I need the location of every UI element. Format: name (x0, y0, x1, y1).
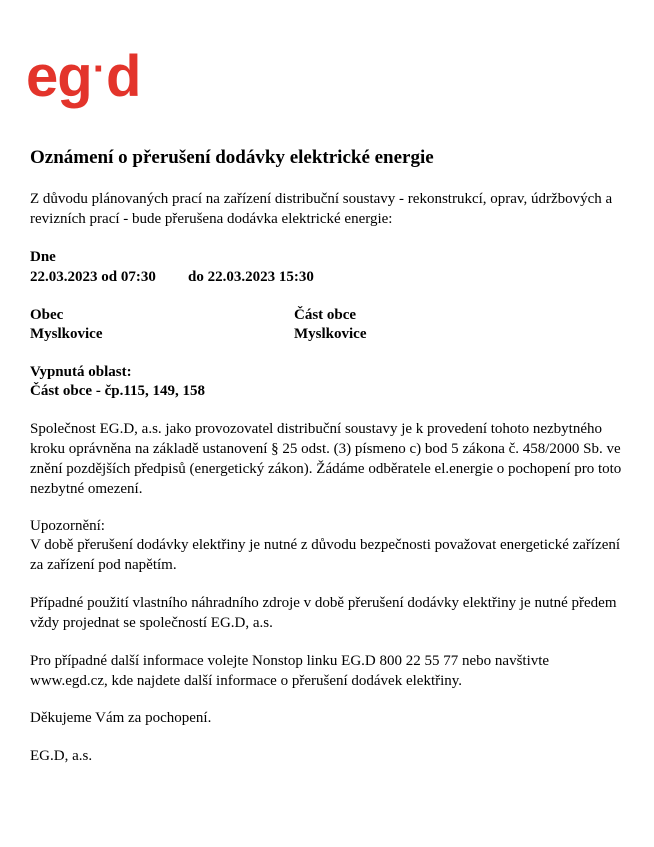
warning-label: Upozornění: (30, 518, 105, 534)
obec-value: Myslkovice (30, 326, 103, 342)
page-title: Oznámení o přerušení dodávky elektrické energie (30, 147, 434, 168)
area-value: Část obce - čp.115, 149, 158 (30, 383, 205, 399)
egd-logo (26, 44, 141, 109)
signature: EG.D, a.s. (30, 748, 93, 764)
cast-obce-label: Část obce (294, 307, 357, 323)
logo-dot: · (92, 47, 106, 91)
date-label: Dne (30, 249, 56, 265)
warning-text: V době přerušení dodávky elektřiny je nutné z důvodu bezpečnosti považovat energetické zařízení za zařízení pod napětím. (30, 537, 621, 573)
logo-left: eg (26, 44, 92, 109)
generator-paragraph: Případné použití vlastního náhradního zdroje v době přerušení dodávky elektřiny je nutné předem vždy projednat se společností EG.D, a.s. (30, 595, 617, 631)
obec-label: Obec (30, 307, 64, 323)
date-to: do 22.03.2023 15:30 (188, 269, 314, 285)
thanks-line: Děkujeme Vám za pochopení. (30, 710, 212, 726)
date-from: 22.03.2023 od 07:30 (30, 269, 156, 285)
cast-obce-value: Myslkovice (294, 326, 367, 342)
logo-right: d (106, 44, 141, 109)
intro-paragraph: Z důvodu plánovaných prací na zařízení distribuční soustavy - rekonstrukcí, oprav, údržbových a revizních prací - bude přerušena dodávka elektrické energie: (30, 191, 613, 227)
legal-paragraph: Společnost EG.D, a.s. jako provozovatel distribuční soustavy je k provedení tohoto nezbytného kroku oprávněna na základě ustanovení § 25 odst. (3) písmeno c) bod 5 zákona č. 458/2000 Sb. ve znění pozdějších předpisů (energetický zákon). Žádáme odběratele el.energie o pochopení pro toto nezbytné omezení. (30, 421, 622, 497)
contact-paragraph: Pro případné další informace volejte Nonstop linku EG.D 800 22 55 77 nebo navštivte www.egd.cz, kde najdete další informace o přerušení dodávek elektřiny. (30, 653, 550, 689)
area-label: Vypnutá oblast: (30, 364, 132, 380)
